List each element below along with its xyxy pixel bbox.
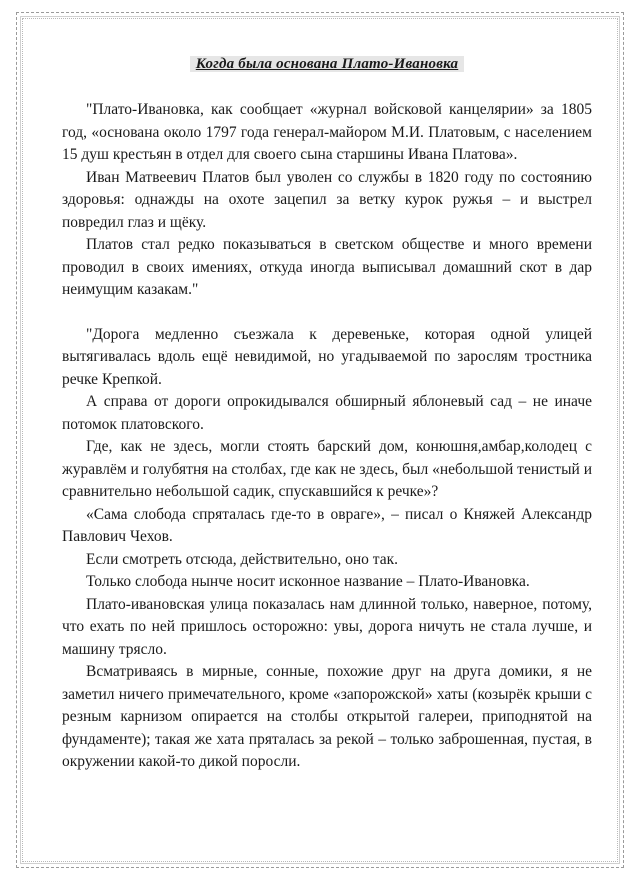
paragraph: «Сама слобода спряталась где-то в овраге», – писал о Княжей Александр Павлович Чехов.: [62, 505, 592, 545]
document-page: [62, 54, 592, 774]
paragraph: Платов стал редко показываться в светском обществе и много времени проводил в своих имениях, откуда иногда выписывал домашний скот в дар неимущим казакам.": [62, 236, 592, 298]
document-title: [62, 56, 592, 73]
paragraph: Только слобода нынче носит исконное название – Плато-Ивановка.: [86, 573, 530, 590]
paragraph: Плато-ивановская улица показалась нам длинной только, наверное, потому, что ехать по ней пришлось осторожно: увы, дорога ничуть не стала лучше, и машину трясло.: [62, 595, 592, 658]
paragraph: Если смотреть отсюда, действительно, оно так.: [86, 550, 398, 568]
paragraph: Где, как не здесь, могли стоять барский дом, конюшня,амбар,колодец с журавлём и голубятня на столбах, где как не здесь, был «небольшой тенистый и сравнительно небольшой садик, спускавшийся к речке»?: [62, 438, 592, 500]
paragraph-gap: [62, 302, 592, 324]
paragraph: "Дорога медленно съезжала к деревеньке, которая одной улицей вытягивалась вдоль ещё невидимой, но угадываемой по зарослям тростника речке Крепкой.: [62, 325, 592, 388]
paragraph: "Плато-Ивановка, как сообщает «журнал войсковой канцелярии» за 1805 год, «основана около 1797 года генерал-майором М.И. Платовым, с населением 15 душ крестьян в отдел для своего сына старшины Ивана Платова».: [62, 101, 592, 163]
paragraph: Иван Матвеевич Платов был уволен со службы в 1820 году по состоянию здоровья: однажды на охоте зацепил за ветку курок ружья – и выстрел повредил глаз и щёку.: [62, 168, 592, 231]
paragraph: А справа от дороги опрокидывался обширный яблоневый сад – не иначе потомок платовского.: [62, 393, 592, 433]
document-title-text: Когда была основана Плато-Ивановка: [190, 56, 465, 72]
paragraph: Всматриваясь в мирные, сонные, похожие друг на друга домики, я не заметил ничего примечательного, кроме «запорожской» хаты (козырёк крыши с резным карнизом опирается на столбы открытой галереи, приподнятой на фундаменте); такая же хата пряталась за рекой – только заброшенная, пустая, в окружении какой-то дикой поросли.: [62, 663, 592, 770]
